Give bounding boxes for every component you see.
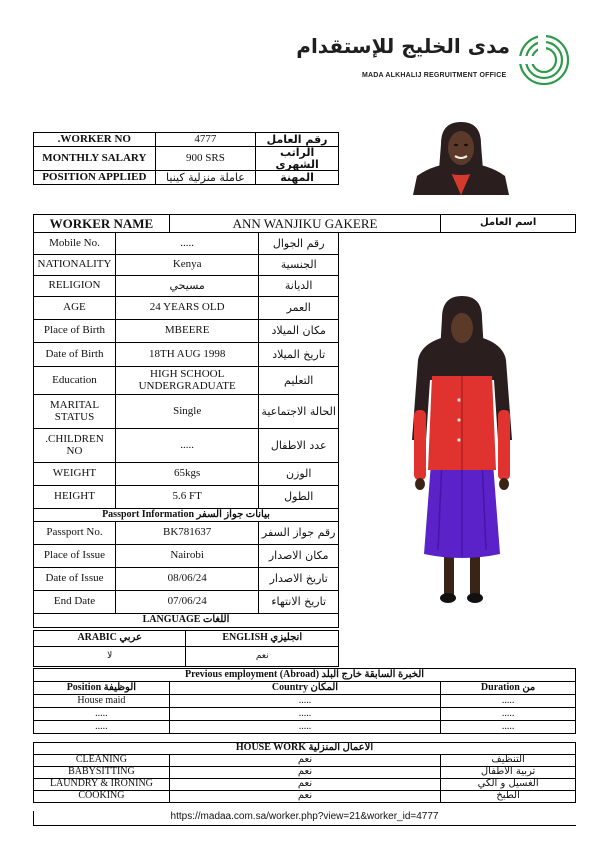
portrait-photo <box>413 118 509 195</box>
prev-country-cell: ..... <box>169 708 440 721</box>
religion-label: RELIGION <box>34 276 116 297</box>
english-value: نعم <box>186 647 339 667</box>
age-value: 24 YEARS OLD <box>115 297 258 320</box>
education-ar: التعليم <box>259 367 339 395</box>
age-label: AGE <box>34 297 116 320</box>
date-of-birth-ar: تاريخ الميلاد <box>259 343 339 367</box>
housework-heading-row <box>34 743 576 755</box>
detail-row <box>34 255 339 276</box>
religion-ar: الديانة <box>259 276 339 297</box>
worker-no-value: 4777 <box>155 133 256 147</box>
nationality-label: NATIONALITY <box>34 255 116 276</box>
english-label: ENGLISH انجليزي <box>186 631 339 647</box>
housework-value: نعم <box>169 779 440 791</box>
worker-no-ar: رقم العامل <box>256 133 339 147</box>
detail-row <box>34 297 339 320</box>
housework-value: نعم <box>169 767 440 779</box>
religion-value: مسيحي <box>115 276 258 297</box>
col-country: Country المكان <box>169 682 440 695</box>
passport-row <box>34 568 339 591</box>
table-row <box>34 708 576 721</box>
worker-name-row <box>34 215 576 233</box>
table-row <box>34 695 576 708</box>
date-of-issue-ar: تاريخ الاصدار <box>259 568 339 591</box>
passport-heading-row <box>34 509 339 522</box>
place-of-birth-value: MBEERE <box>115 320 258 343</box>
date-of-issue-label: Date of Issue <box>34 568 116 591</box>
full-body-photo <box>402 290 522 610</box>
date-of-issue-value: 08/06/24 <box>115 568 258 591</box>
detail-row <box>34 320 339 343</box>
table-row <box>34 791 576 803</box>
language-value-row <box>34 647 339 667</box>
end-date-label: End Date <box>34 591 116 614</box>
date-of-birth-value: 18TH AUG 1998 <box>115 343 258 367</box>
passport-row <box>34 591 339 614</box>
header-info-table <box>33 132 339 185</box>
table-row <box>34 721 576 734</box>
education-value: HIGH SCHOOL UNDERGRADUATE <box>115 367 258 395</box>
prev-duration-cell: ..... <box>441 721 576 734</box>
prev-country-cell: ..... <box>169 695 440 708</box>
mobile-value: ..... <box>115 233 258 255</box>
passport-no-label: Passport No. <box>34 522 116 545</box>
children-label: .CHILDREN NO <box>34 429 116 463</box>
children-value: ..... <box>115 429 258 463</box>
end-date-ar: تاريخ الانتهاء <box>259 591 339 614</box>
height-value: 5.6 FT <box>115 486 258 509</box>
detail-row <box>34 486 339 509</box>
salary-value: 900 SRS <box>155 147 256 171</box>
passport-no-ar: رقم جواز السفر <box>259 522 339 545</box>
housework-heading: HOUSE WORK الاعمال المنزلية <box>34 743 576 755</box>
table-row <box>34 755 576 767</box>
worker-name-label: WORKER NAME <box>34 215 170 233</box>
detail-row <box>34 463 339 486</box>
house-work-table <box>33 742 576 803</box>
prev-duration-cell: ..... <box>441 695 576 708</box>
previous-employment-table <box>33 668 576 734</box>
previous-heading: Previous employment (Abroad) الخبرة السابقة خارج البلد <box>34 669 576 682</box>
salary-ar: الراتب الشهري <box>256 147 339 171</box>
nationality-ar: الجنسية <box>259 255 339 276</box>
salary-row <box>34 147 339 171</box>
logo-english-text: MADA ALKHALIJ REGRUITMENT OFFICE <box>362 72 507 79</box>
passport-row <box>34 545 339 568</box>
col-duration: Duration من <box>441 682 576 695</box>
place-of-birth-ar: مكان الميلاد <box>259 320 339 343</box>
education-label: Education <box>34 367 116 395</box>
company-logo <box>296 32 574 88</box>
worker-details-table <box>33 232 339 628</box>
housework-value: نعم <box>169 755 440 767</box>
previous-heading-row <box>34 669 576 682</box>
logo-arabic-text: مدى الخليج للإستقدام <box>296 34 510 58</box>
end-date-value: 07/06/24 <box>115 591 258 614</box>
height-label: HEIGHT <box>34 486 116 509</box>
detail-row <box>34 276 339 297</box>
weight-value: 65kgs <box>115 463 258 486</box>
age-ar: العمر <box>259 297 339 320</box>
arabic-label: ARABIC عربي <box>34 631 186 647</box>
passport-row <box>34 522 339 545</box>
height-ar: الطول <box>259 486 339 509</box>
nationality-value: Kenya <box>115 255 258 276</box>
housework-label: BABYSITTING <box>34 767 170 779</box>
marital-status-label: MARITAL STATUS <box>34 395 116 429</box>
detail-row <box>34 367 339 395</box>
housework-label: COOKING <box>34 791 170 803</box>
worker-no-row <box>34 133 339 147</box>
prev-duration-cell: ..... <box>441 708 576 721</box>
place-of-issue-label: Place of Issue <box>34 545 116 568</box>
worker-name-table <box>33 214 576 233</box>
detail-row <box>34 395 339 429</box>
detail-row <box>34 233 339 255</box>
language-heading-row <box>34 614 339 628</box>
marital-status-ar: الحالة الاجتماعية <box>259 395 339 429</box>
col-position: Position الوظيفة <box>34 682 170 695</box>
mobile-label: Mobile No. <box>34 233 116 255</box>
prev-position-cell: House maid <box>34 695 170 708</box>
detail-row <box>34 429 339 463</box>
housework-ar: تربية الاطفال <box>441 767 576 779</box>
position-row <box>34 171 339 185</box>
prev-position-cell: ..... <box>34 721 170 734</box>
worker-name-ar: اسم العامل <box>441 215 576 233</box>
housework-value: نعم <box>169 791 440 803</box>
weight-label: WEIGHT <box>34 463 116 486</box>
housework-label: CLEANING <box>34 755 170 767</box>
language-table <box>33 630 339 667</box>
worker-no-label: .WORKER NO <box>34 133 156 147</box>
arabic-value: لا <box>34 647 186 667</box>
marital-status-value: Single <box>115 395 258 429</box>
children-ar: عدد الاطفال <box>259 429 339 463</box>
url-bottom-border <box>33 825 576 826</box>
detail-row <box>34 343 339 367</box>
language-header-row <box>34 631 339 647</box>
worker-name-value: ANN WANJIKU GAKERE <box>169 215 440 233</box>
position-ar: المهنة <box>256 171 339 185</box>
table-row <box>34 779 576 791</box>
mobile-ar: رقم الجوال <box>259 233 339 255</box>
housework-ar: التنظيف <box>441 755 576 767</box>
logo-mark-icon <box>516 32 572 88</box>
weight-ar: الوزن <box>259 463 339 486</box>
date-of-birth-label: Date of Birth <box>34 343 116 367</box>
prev-country-cell: ..... <box>169 721 440 734</box>
place-of-issue-value: Nairobi <box>115 545 258 568</box>
position-value: عاملة منزلية كينيا <box>155 171 256 185</box>
passport-heading: Passport Information بيانات جواز السفر <box>34 509 339 522</box>
salary-label: MONTHLY SALARY <box>34 147 156 171</box>
passport-no-value: BK781637 <box>115 522 258 545</box>
prev-position-cell: ..... <box>34 708 170 721</box>
language-heading: LANGUAGE اللغات <box>34 614 339 628</box>
table-row <box>34 767 576 779</box>
housework-ar: الغسيل و الكي <box>441 779 576 791</box>
place-of-birth-label: Place of Birth <box>34 320 116 343</box>
housework-ar: الطبخ <box>441 791 576 803</box>
place-of-issue-ar: مكان الاصدار <box>259 545 339 568</box>
worker-url[interactable]: https://madaa.com.sa/worker.php?view=21&worker_id=4777 <box>170 811 439 822</box>
housework-label: LAUNDRY & IRONING <box>34 779 170 791</box>
previous-columns-row <box>34 682 576 695</box>
position-label: POSITION APPLIED <box>34 171 156 185</box>
